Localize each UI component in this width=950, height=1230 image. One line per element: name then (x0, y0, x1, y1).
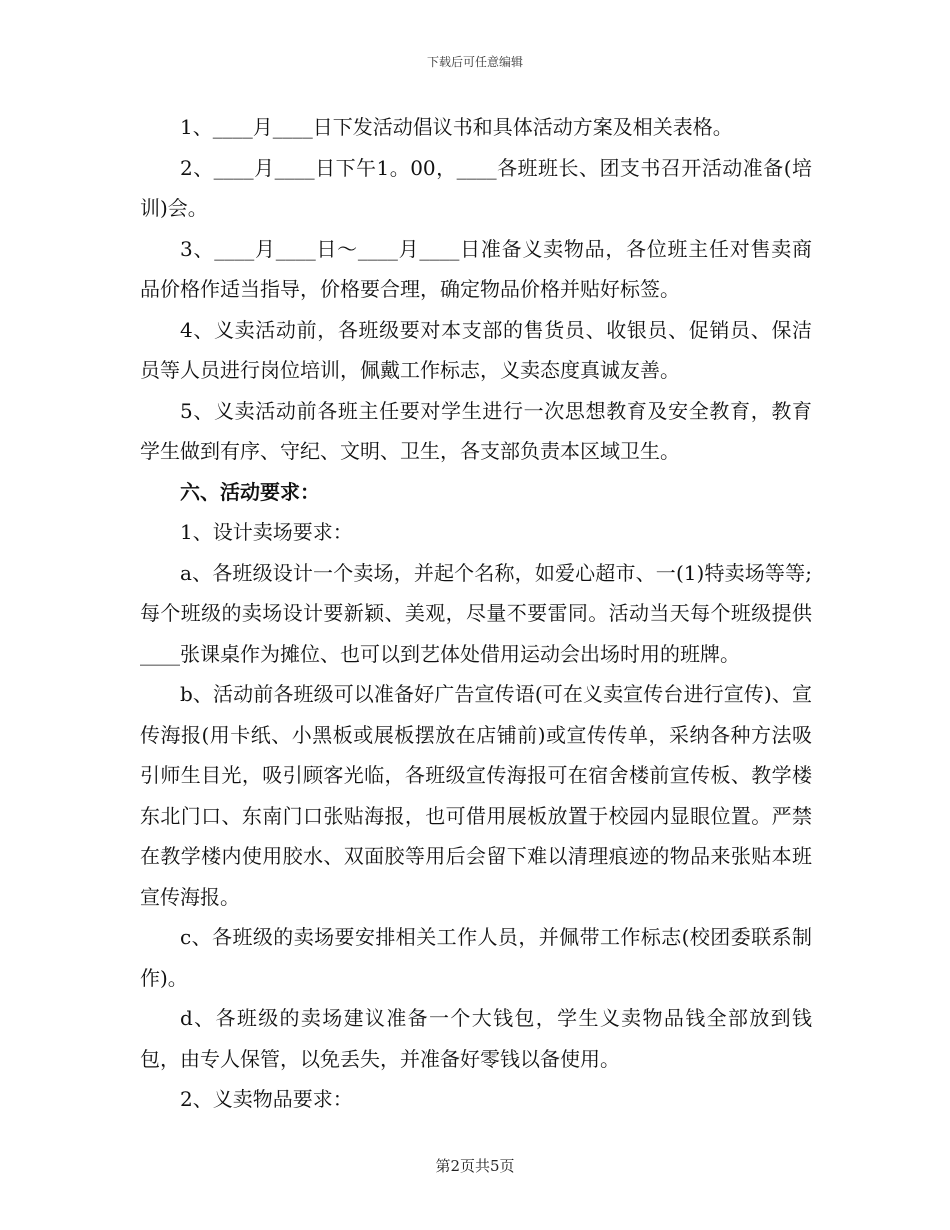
paragraph-step-2: 2、____月____日下午1。00，____各班班长、团支书召开活动准备(培训)会。 (140, 155, 812, 220)
paragraph-step-3: 3、____月____日～____月____日准备义卖物品，各位班主任对售卖商品价格作适当指导，价格要合理，确定物品价格并贴好标签。 (140, 236, 812, 301)
paragraph-item-a: a、各班级设计一个卖场，并起个名称，如爱心超市、一(1)特卖场等等;每个班级的卖场设计要新颖、美观，尽量不要雷同。活动当天每个班级提供____张课桌作为摊位、也可以到艺体处借用运动会出场时用的班牌。 (140, 560, 812, 666)
document-body (140, 107, 812, 1120)
subheading-store-design: 1、设计卖场要求： (180, 520, 353, 544)
paragraph-item-b: b、活动前各班级可以准备好广告宣传语(可在义卖宣传台进行宣传)、宣传海报(用卡纸、小黑板或展板摆放在店铺前)或宣传传单，采纳各种方法吸引师生目光，吸引顾客光临，各班级宣传海报可在宿舍楼前宣传板、教学楼东北门口、东南门口张贴海报，也可借用展板放置于校园内显眼位置。严禁在教学楼内使用胶水、双面胶等用后会留下难以清理痕迹的物品来张贴本班宣传海报。 (140, 682, 812, 909)
section-heading-requirements: 六、活动要求： (180, 479, 320, 504)
paragraph-item-c: c、各班级的卖场要安排相关工作人员，并佩带工作标志(校团委联系制作)。 (140, 925, 812, 990)
page-header: 下载后可任意编辑 (426, 55, 523, 69)
subheading-goods-requirements: 2、义卖物品要求： (180, 1087, 353, 1111)
paragraph-item-d: d、各班级的卖场建议准备一个大钱包，学生义卖物品钱全部放到钱包，由专人保管，以免丢失，并准备好零钱以备使用。 (140, 1006, 812, 1071)
paragraph-step-4: 4、义卖活动前，各班级要对本支部的售货员、收银员、促销员、保洁员等人员进行岗位培训，佩戴工作标志，义卖态度真诚友善。 (140, 317, 812, 382)
paragraph-step-5: 5、义卖活动前各班主任要对学生进行一次思想教育及安全教育，教育学生做到有序、守纪、文明、卫生，各支部负责本区域卫生。 (140, 398, 812, 463)
paragraph-step-1: 1、____月____日下发活动倡议书和具体活动方案及相关表格。 (180, 115, 733, 139)
page-number: 第2页共5页 (435, 1157, 515, 1175)
